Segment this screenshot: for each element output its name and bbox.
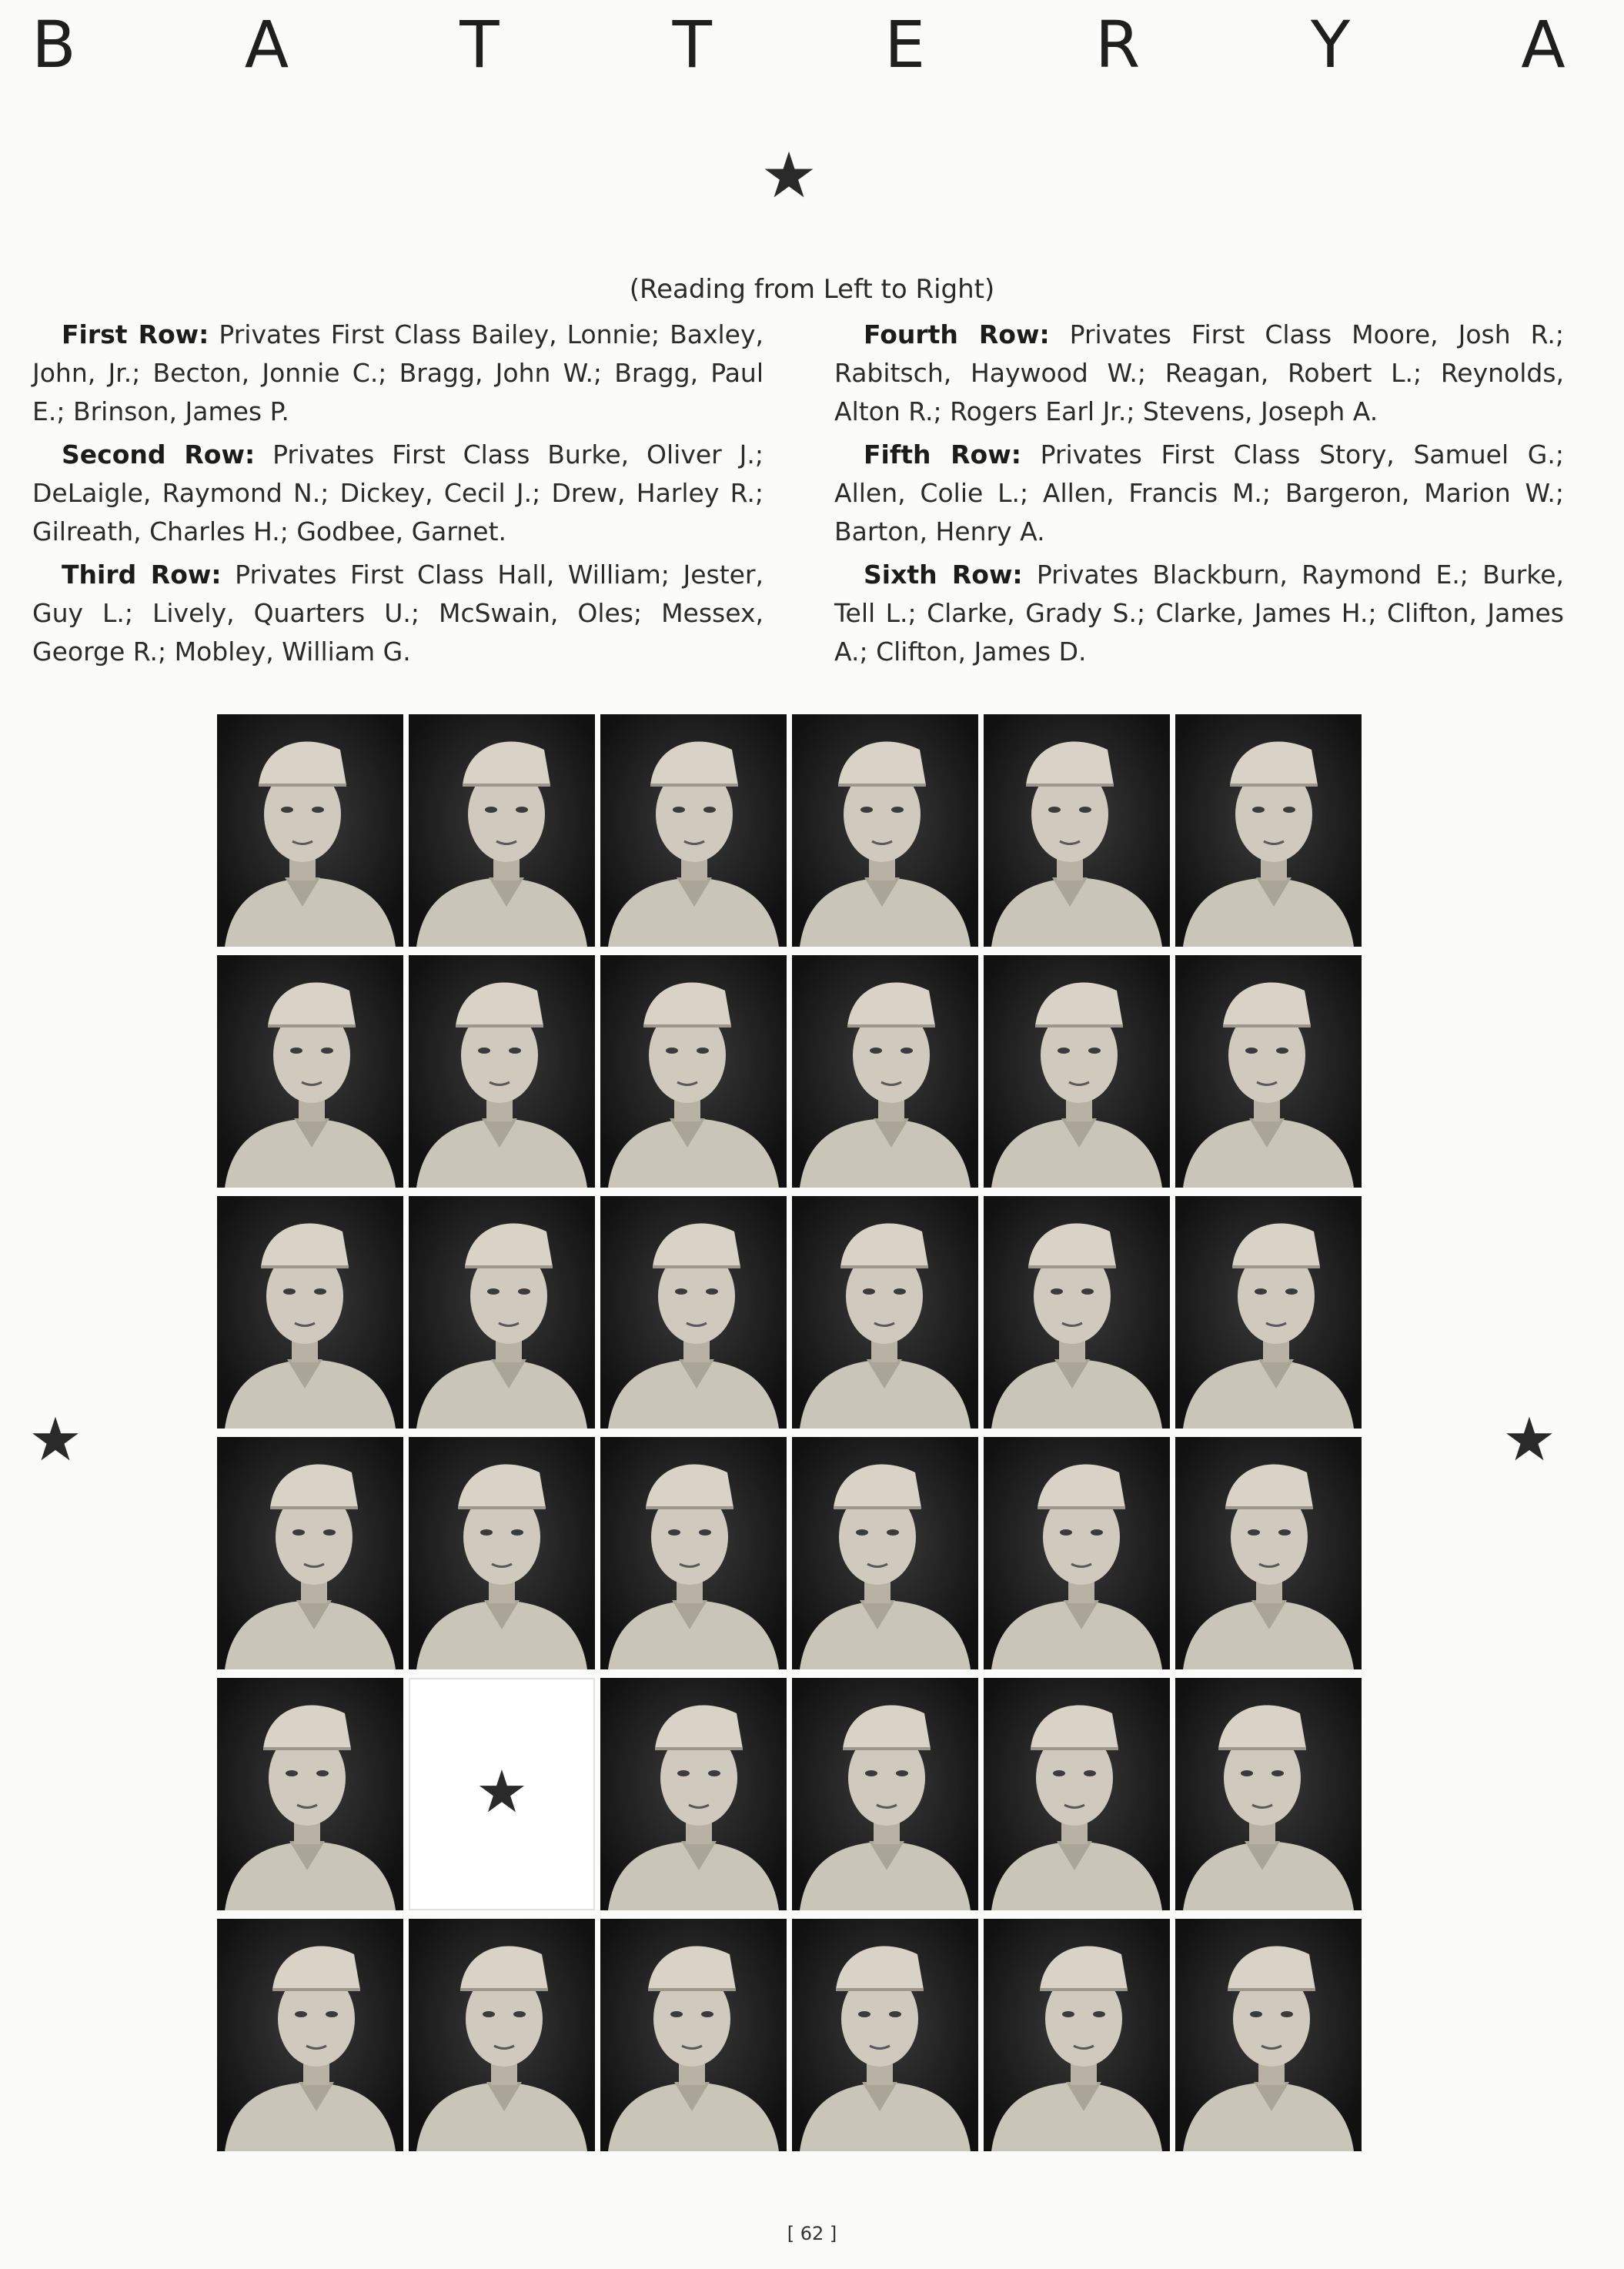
portrait-photo xyxy=(217,1196,403,1429)
portrait-photo xyxy=(1175,714,1362,947)
portrait-photo xyxy=(984,955,1170,1188)
row-caption xyxy=(834,556,1564,671)
portrait-photo xyxy=(1175,1437,1362,1669)
portrait-photo xyxy=(984,1919,1170,2151)
row-caption xyxy=(32,316,764,431)
row-names: Privates First Class Hall, William; Jester, Guy L.; Lively, Quarters U.; McSwain, Oles; Messex, George R.; Mobley, William G. xyxy=(32,560,764,667)
portrait-grid xyxy=(217,714,1362,2007)
portrait-photo xyxy=(792,955,978,1188)
row-caption xyxy=(32,436,764,551)
page-number: [ 62 ] xyxy=(787,2223,837,2244)
row-names: Privates First Class Burke, Oliver J.; DeLaigle, Raymond N.; Dickey, Cecil J.; Drew, Harley R.; Gilreath, Charles H.; Godbee, Garnet. xyxy=(32,439,764,546)
portrait-photo xyxy=(792,1437,978,1669)
portrait-photo xyxy=(217,955,403,1188)
star-icon: ★ xyxy=(28,1405,82,1475)
portrait-photo xyxy=(1175,955,1362,1188)
title-letter: A xyxy=(1521,7,1566,82)
portrait-photo xyxy=(1175,1196,1362,1429)
row-names: Privates Blackburn, Raymond E.; Burke, Tell L.; Clarke, Grady S.; Clarke, James H.; Clifton, James A.; Clifton, James D. xyxy=(834,560,1564,667)
title-letter: E xyxy=(884,7,926,82)
portrait-photo xyxy=(217,1678,403,1910)
portrait-photo xyxy=(792,1196,978,1429)
portrait-photo xyxy=(792,714,978,947)
portrait-photo xyxy=(409,1437,595,1669)
portrait-photo xyxy=(984,714,1170,947)
star-icon: ★ xyxy=(1502,1405,1556,1475)
title-letter: T xyxy=(672,7,712,82)
portrait-photo xyxy=(217,1437,403,1669)
portrait-photo xyxy=(984,1196,1170,1429)
portrait-photo xyxy=(600,1437,787,1669)
portrait-photo xyxy=(792,1678,978,1910)
caption-column-left xyxy=(32,316,764,676)
row-label: Fourth Row: xyxy=(864,319,1050,349)
portrait-photo xyxy=(1175,1678,1362,1910)
row-caption xyxy=(32,556,764,671)
title-letter: R xyxy=(1094,7,1141,82)
row-names: Privates First Class Bailey, Lonnie; Baxley, John, Jr.; Becton, Jonnie C.; Bragg, John W.; Bragg, Paul E.; Brinson, James P. xyxy=(32,319,764,426)
portrait-photo xyxy=(600,1678,787,1910)
row-names: Privates First Class Story, Samuel G.; Allen, Colie L.; Allen, Francis M.; Bargeron, Marion W.; Barton, Henry A. xyxy=(834,439,1564,546)
portrait-photo xyxy=(217,1919,403,2151)
blank-portrait-cell xyxy=(409,1678,595,1910)
title-letter: T xyxy=(459,7,500,82)
title-letter: A xyxy=(244,7,289,82)
title-letter: B xyxy=(32,7,76,82)
row-label: First Row: xyxy=(62,319,209,349)
portrait-photo xyxy=(409,1196,595,1429)
star-icon: ★ xyxy=(475,1757,529,1826)
caption-column-right xyxy=(834,316,1564,676)
row-label: Third Row: xyxy=(62,560,222,590)
row-label: Sixth Row: xyxy=(864,560,1023,590)
title-letter: Y xyxy=(1310,7,1351,82)
portrait-photo xyxy=(409,1919,595,2151)
portrait-photo xyxy=(409,955,595,1188)
portrait-photo xyxy=(792,1919,978,2151)
portrait-photo xyxy=(217,714,403,947)
row-label: Second Row: xyxy=(62,439,256,470)
portrait-photo xyxy=(600,714,787,947)
star-icon: ★ xyxy=(760,139,817,212)
portrait-photo xyxy=(409,714,595,947)
row-names: Privates First Class Moore, Josh R.; Rabitsch, Haywood W.; Reagan, Robert L.; Reynolds, Alton R.; Rogers Earl Jr.; Stevens, Joseph A. xyxy=(834,319,1564,426)
portrait-photo xyxy=(600,1196,787,1429)
reading-note: (Reading from Left to Right) xyxy=(629,274,995,305)
page-title xyxy=(31,6,1566,83)
row-label: Fifth Row: xyxy=(864,439,1021,470)
portrait-photo xyxy=(600,955,787,1188)
portrait-photo xyxy=(984,1437,1170,1669)
portrait-photo xyxy=(600,1919,787,2151)
portrait-photo xyxy=(984,1678,1170,1910)
portrait-photo xyxy=(1175,1919,1362,2151)
row-caption xyxy=(834,316,1564,431)
row-caption xyxy=(834,436,1564,551)
